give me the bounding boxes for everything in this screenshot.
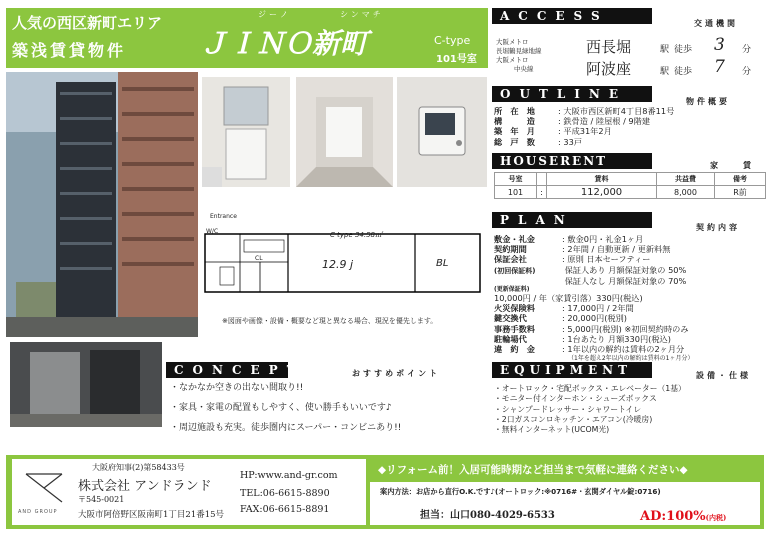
room-number: 101号室 (436, 54, 477, 65)
ad-percent: AD:100% (640, 509, 706, 524)
min-unit: 分 (742, 67, 752, 77)
plan-value: 5,000円(税別) ※初回契約時のみ (567, 323, 689, 334)
plan-key: (初回保証料) (494, 266, 536, 275)
plan-value: 1台あたり 月額330円(税込) (567, 333, 671, 344)
rent-col-header: 共益費 (657, 173, 715, 186)
tagline-1: 人気の西区新町エリア (12, 14, 163, 32)
plan-row (494, 276, 766, 286)
plan-header: PLAN (492, 212, 652, 228)
equipment-list (494, 384, 766, 435)
plan-row: 事務手数料 : 5,000円(税別) ※初回契約時のみ (494, 323, 689, 334)
plan-sub: 契約内容 (696, 223, 740, 232)
wic-label: W/C (206, 228, 219, 235)
company-name: 株式会社 アンドランド (78, 479, 212, 494)
concept-sub: おすすめポイント (352, 369, 441, 378)
outline-key: 所 在 地 (494, 106, 535, 116)
line-4: 中央線 (514, 65, 534, 73)
rent-cell: R前 (715, 186, 766, 199)
outline-value: 大阪市西区新町4丁目8番11号 (563, 106, 675, 116)
plan-value: 17,000円 / 2年間 (567, 303, 634, 314)
plan-key: 契約期間 (494, 244, 527, 255)
guide-text: 案内方法：お店から直行O.K.です♪(オートロック:※0716#・玄関ダイヤル錠:0716) (380, 487, 661, 496)
closet-label: CL (255, 255, 263, 262)
concept-point: ・家具・家電の配置もしやすく、使い勝手もいいです♪ (170, 403, 392, 413)
walk-min: 7 (714, 57, 725, 77)
plan-value: 10,000円 / 年（家賃引落）330円(税込) (494, 293, 643, 304)
outline-key: 築 年 月 (494, 126, 535, 137)
plan-key: 違 約 金 (494, 344, 535, 355)
room-type: C-type (434, 34, 471, 47)
contact-text: 担当：山口080-4029-6533 (420, 510, 555, 521)
rent-sep (537, 173, 547, 186)
plan-value: 保証人あり 月額保証対象の 50% (564, 264, 687, 275)
equipment-item: ・モニター付インターホン・シューズボックス (494, 394, 657, 404)
ad-note: (内税) (705, 513, 727, 522)
access-header: ACCESS (492, 8, 652, 24)
outline-value: 33戸 (563, 136, 582, 147)
walk-label: 徒歩 (674, 45, 693, 55)
station-name: 西長堀 (586, 38, 632, 56)
building-name: ＪＩＮＯ新町 (200, 27, 369, 60)
equipment-item: ・オートロック・宅配ボックス・エレベーター（1基） (494, 384, 686, 393)
outline-value: 鉄骨造 / 陸屋根 / 9階建 (563, 116, 651, 127)
plan-row: 鍵交換代 : 20,000円(税別) (494, 313, 627, 324)
plan-rows (494, 234, 766, 364)
concept-point: ・なかなか空きの出ない間取り!! (170, 383, 304, 393)
ruby-left: ジーノ (258, 10, 291, 19)
plan-size-label: C type 34.58㎡ (330, 231, 383, 239)
equipment-item: ・無料インターネット(UCOM光) (494, 425, 610, 435)
living-room-photo (296, 77, 393, 187)
rent-col-header: 賃料 (547, 173, 657, 186)
plan-key: 敷金・礼金 (494, 234, 535, 244)
concept-point: ・周辺施設も充実。徒歩圏内にスーパー・コンビニあり!! (170, 423, 402, 433)
plan-key: 駐輪場代 (494, 333, 527, 344)
address: 大阪市阿倍野区阪南町1丁目21番15号 (78, 510, 225, 520)
license-number: 大阪府知事(2)第58433号 (92, 463, 185, 472)
plan-key: 火災保険料 (494, 303, 535, 314)
lobby-photo (10, 342, 162, 427)
plan-row: 違 約 金 : 1年以内の解約は賃料の2ヶ月分 (494, 344, 685, 355)
plan-row: 敷金・礼金 : 敷金0円・礼金1ヶ月 (494, 234, 644, 244)
rent-col-header: 備考 (715, 173, 766, 186)
rent-table (494, 172, 766, 199)
logo-mark-icon (22, 470, 66, 506)
plan-value: 20,000円(税別) (567, 313, 627, 324)
plan-row: 火災保険料 : 17,000円 / 2年間 (494, 303, 634, 314)
access-lines (496, 38, 542, 74)
logo-text: AND GROUP (18, 509, 58, 515)
washroom-photo (202, 77, 290, 187)
plan-value: 保証人なし 月額保証対象の 70% (564, 275, 687, 286)
eki-label: 駅 (660, 45, 670, 55)
homepage-link[interactable]: HP:www.and-gr.com (240, 470, 338, 481)
outline-key: 構 造 (494, 116, 535, 127)
rent-header-row (495, 173, 766, 186)
tagline-2: 築浅賃貸物件 (12, 41, 127, 60)
zip-code: 〒545-0021 (78, 495, 125, 504)
station-2 (586, 58, 766, 78)
plan-row: 契約期間 : 2年間 / 自動更新 / 更新料無 (494, 244, 671, 255)
floor-plan (200, 212, 490, 297)
plan-key: (更新保証料) (494, 286, 530, 294)
outline-row: 所 在 地 : 大阪市西区新町4丁目8番11号 (494, 106, 675, 116)
plan-row (494, 286, 766, 303)
rent-cell: 112,000 (547, 186, 657, 199)
houserent-sub: 家 賃 (710, 161, 754, 170)
walk-min: 3 (714, 35, 725, 55)
outline-value: 平成31年2月 (563, 126, 612, 137)
walk-label: 徒歩 (674, 67, 693, 77)
plan-key: 保証会社 (494, 254, 527, 265)
outline-row: 築 年 月 : 平成31年2月 (494, 126, 612, 137)
line-3: 大阪メトロ (496, 56, 529, 64)
room-size-label: 12.9 j (322, 258, 354, 271)
plan-row: 駐輪場代 : 1台あたり 月額330円(税込) (494, 333, 671, 344)
houserent-header: HOUSERENT (492, 153, 652, 169)
plan-value: 敷金0円・礼金1ヶ月 (567, 234, 644, 244)
concept-header: CONCEPT (166, 362, 288, 378)
equipment-item: ・シャンプードレッサー・シャワートイレ (494, 404, 642, 414)
plan-value: 原則 日本セーフティー (567, 254, 651, 265)
rent-sep: : (537, 186, 547, 199)
ad-value (640, 505, 726, 524)
plan-value: 2年間 / 自動更新 / 更新料無 (567, 244, 671, 255)
min-unit: 分 (742, 45, 752, 55)
plan-row: 保証会社 : 原則 日本セーフティー (494, 254, 651, 265)
plan-key: 事務手数料 (494, 323, 535, 334)
building-exterior-photo (6, 72, 198, 337)
line-2: 長堀鶴見緑地線 (496, 47, 542, 55)
plan-row (494, 265, 766, 276)
footer-banner: ◆リフォーム前！入居可能時期など担当まで気軽に連絡ください◆ (378, 464, 688, 476)
equipment-item: ・2口ガスコンロキッチン・エアコン(冷暖房) (494, 414, 653, 424)
outline-sub: 物件概要 (686, 97, 730, 106)
entrance-label: Entrance (210, 213, 237, 220)
rent-cell: 8,000 (657, 186, 715, 199)
plan-note: （1年を超え2年以内の解約は賃料の1ヶ月分） (568, 355, 694, 363)
eki-label: 駅 (660, 67, 670, 77)
plan-value: 1年以内の解約は賃料の2ヶ月分 (567, 344, 685, 355)
tel-number: TEL:06-6615-8890 (240, 488, 330, 499)
access-sub: 交通機関 (694, 19, 738, 28)
rent-col-header: 号室 (495, 173, 537, 186)
ruby-right: シンマチ (340, 10, 384, 19)
equipment-header: EQUIPMENT (492, 362, 652, 378)
outline-key: 総 戸 数 (494, 136, 535, 147)
intercom-photo (397, 77, 487, 187)
rent-row (495, 186, 766, 199)
fax-number: FAX:06-6615-8891 (240, 504, 330, 515)
balcony-label: BL (436, 258, 449, 269)
equipment-sub: 設備・仕様 (696, 371, 751, 380)
line-1: 大阪メトロ (496, 38, 529, 46)
outline-row: 総 戸 数 : 33戸 (494, 136, 582, 147)
station-1 (586, 36, 766, 56)
concept-points (170, 380, 490, 437)
plan-key: 鍵交換代 (494, 313, 527, 324)
outline-rows (494, 106, 764, 147)
outline-row: 構 造 : 鉄骨造 / 陸屋根 / 9階建 (494, 116, 651, 127)
rent-cell: 101 (495, 186, 537, 199)
station-name: 阿波座 (586, 60, 632, 78)
disclaimer-note: ※図面や画像・設備・概要など現と異なる場合、現況を優先します。 (222, 317, 438, 325)
outline-header: OUTLINE (492, 86, 652, 102)
